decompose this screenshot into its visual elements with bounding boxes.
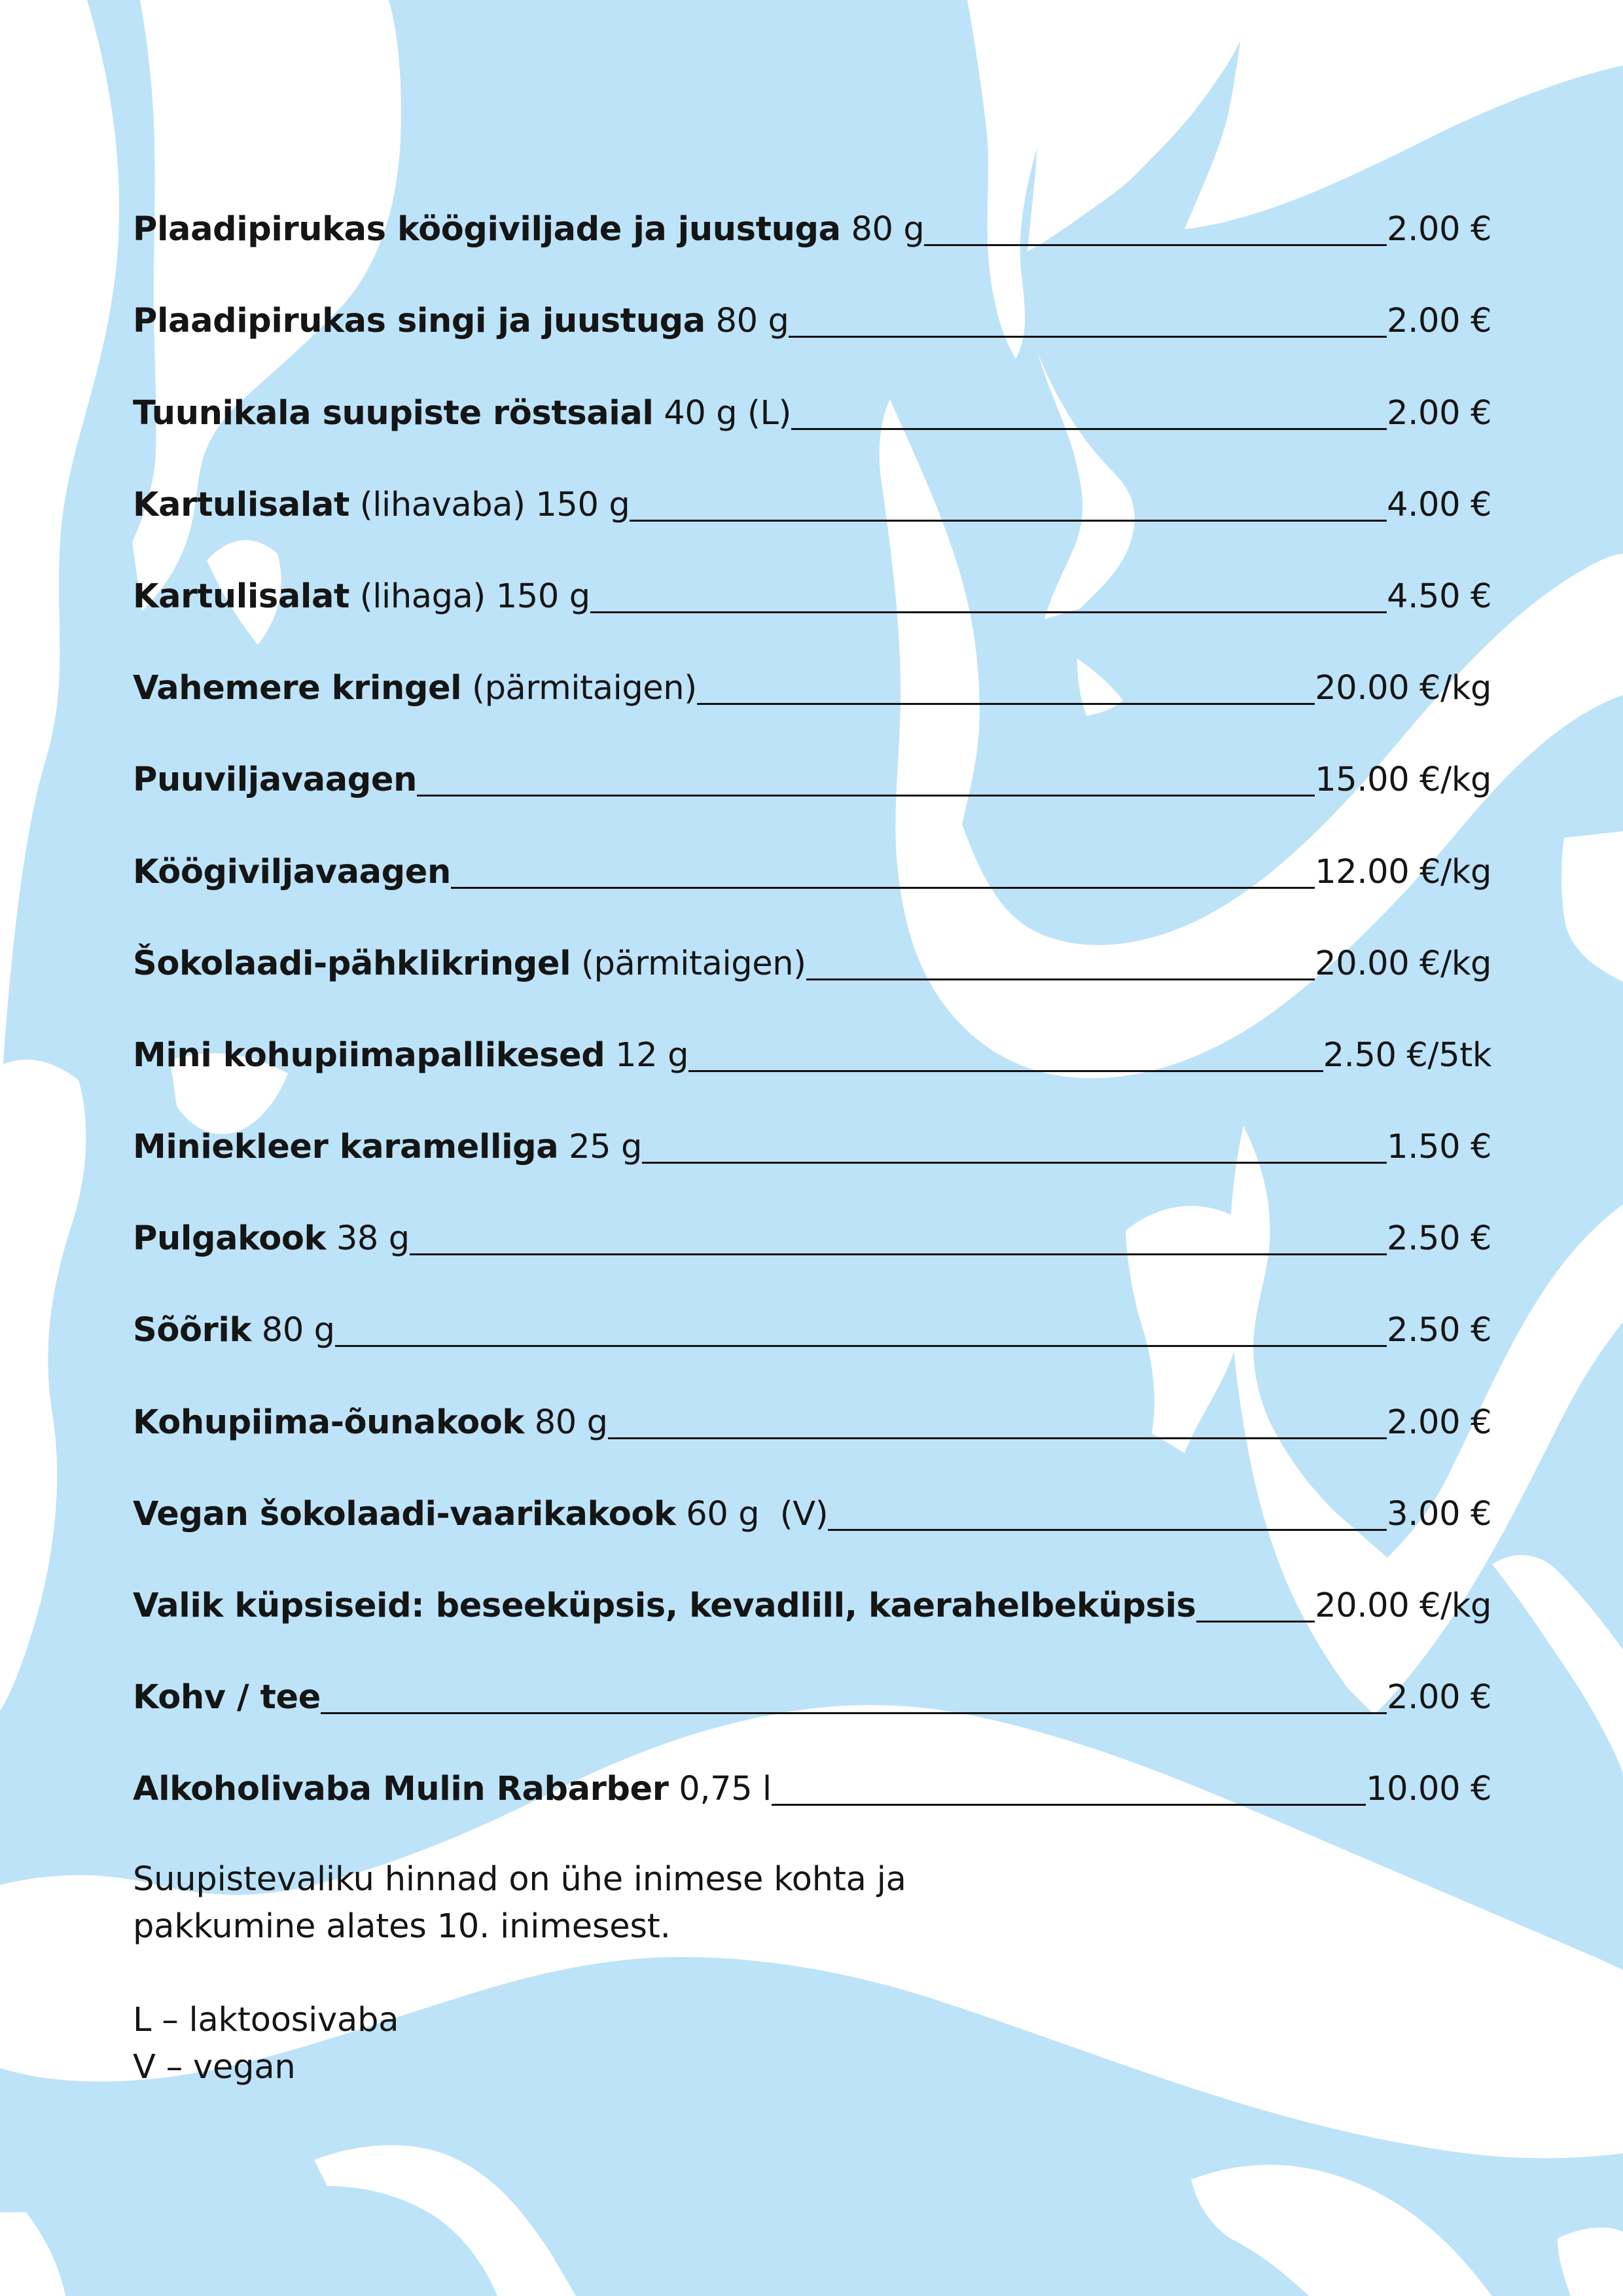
price-leader-line: [806, 978, 1315, 980]
menu-item-text: [133, 296, 789, 347]
menu-item-name: Šokolaadi-pähklikringel: [133, 944, 571, 983]
diet-legend: [133, 1997, 399, 2091]
menu-item-name: Kohupiima-õunakook: [133, 1403, 524, 1442]
price-leader-line: [451, 887, 1315, 889]
menu-item-name: Mini kohupiimapallikesed: [133, 1035, 605, 1075]
menu-item-price: 10.00 €: [1366, 1770, 1491, 1809]
menu-item: [133, 1265, 1491, 1356]
legend-vegan: V – vegan: [133, 2048, 296, 2087]
menu-item-price: 2.00 €: [1387, 393, 1491, 433]
menu-item: [133, 255, 1491, 347]
menu-item-price: 2.50 €/5tk: [1323, 1035, 1491, 1075]
menu-item-name: Kartulisalat: [133, 577, 349, 616]
price-leader-line: [791, 428, 1387, 430]
menu-item-text: [133, 1397, 608, 1448]
menu-item-detail: 80 g: [251, 1311, 335, 1350]
price-leader-line: [789, 336, 1387, 338]
menu-item: [133, 347, 1491, 439]
menu-item-detail: 25 g: [558, 1128, 642, 1167]
price-leader-line: [1196, 1621, 1315, 1623]
price-leader-line: [828, 1529, 1387, 1531]
menu-item-text: [133, 1489, 828, 1540]
menu-item-detail: (lihaga) 150 g: [349, 577, 590, 616]
menu-item-text: [133, 388, 791, 439]
menu-item-detail: 38 g: [326, 1219, 410, 1259]
menu-item-name: Plaadipirukas singi ja juustuga: [133, 302, 705, 341]
menu-item: [133, 990, 1491, 1081]
menu-item-text: [133, 755, 417, 806]
menu-item-price: 3.00 €: [1387, 1494, 1491, 1534]
menu-item-text: [133, 1213, 410, 1265]
pricing-notes: [133, 1856, 906, 1950]
menu-item: [133, 1632, 1491, 1723]
menu-item: [133, 531, 1491, 622]
menu-item-name: Miniekleer karamelliga: [133, 1128, 559, 1167]
menu-item-name: Vahemere kringel: [133, 669, 462, 708]
price-leader-line: [608, 1437, 1387, 1439]
menu-item-price: 2.50 €: [1387, 1311, 1491, 1350]
menu-item-detail: 80 g: [524, 1403, 608, 1442]
pricing-note-line-2: pakkumine alates 10. inimesest.: [133, 1907, 671, 1946]
menu-item-detail: 80 g: [840, 210, 925, 249]
price-leader-line: [410, 1253, 1387, 1255]
menu-item-detail: 40 g (L): [653, 393, 792, 433]
menu-item-text: [133, 1764, 772, 1815]
menu-item: [133, 439, 1491, 531]
menu-item-detail: 80 g: [705, 302, 789, 341]
menu-item: [133, 622, 1491, 714]
menu-item-text: [133, 847, 451, 898]
menu-item-price: 2.00 €: [1387, 1678, 1491, 1717]
menu-item: [133, 1723, 1491, 1815]
menu-item-text: [133, 1581, 1196, 1632]
menu-item-name: Puuviljavaagen: [133, 761, 417, 800]
price-leader-line: [321, 1712, 1387, 1714]
menu-item-price: 20.00 €/kg: [1315, 669, 1491, 708]
menu-item-detail: 60 g (V): [675, 1494, 829, 1534]
price-leader-line: [688, 1070, 1323, 1072]
menu-item-text: [133, 571, 590, 622]
menu-item-price: 2.50 €: [1387, 1219, 1491, 1259]
menu-item-name: Alkoholivaba Mulin Rabarber: [133, 1770, 669, 1809]
menu-item-text: [133, 1672, 321, 1723]
legend-lactose-free: L – laktoosivaba: [133, 2001, 399, 2039]
price-leader-line: [417, 795, 1315, 797]
menu-item-price: 4.00 €: [1387, 485, 1491, 524]
menu-item: [133, 164, 1491, 255]
menu-item-text: [133, 663, 697, 714]
menu-item: [133, 806, 1491, 897]
menu-item: [133, 1356, 1491, 1448]
menu-item-price: 4.50 €: [1387, 577, 1491, 616]
menu-item-price: 12.00 €/kg: [1315, 852, 1491, 891]
price-leader-line: [630, 520, 1387, 522]
menu-item-text: [133, 1122, 642, 1173]
menu-item-name: Vegan šokolaadi-vaarikakook: [133, 1494, 676, 1534]
menu-item-price: 20.00 €/kg: [1315, 1587, 1491, 1625]
pricing-note-line-1: Suupistevaliku hinnad on ühe inimese kohta ja: [133, 1860, 906, 1899]
menu-item-name: Kohv / tee: [133, 1678, 321, 1717]
menu-item: [133, 1081, 1491, 1173]
menu-item-name: Kartulisalat: [133, 485, 349, 524]
price-leader-line: [924, 244, 1387, 246]
menu-item-detail: (pärmitaigen): [461, 669, 697, 708]
menu-item-name: Sõõrik: [133, 1311, 251, 1350]
menu-item-name: Köögiviljavaagen: [133, 852, 451, 891]
price-leader-line: [335, 1345, 1387, 1347]
price-leader-line: [590, 611, 1387, 613]
menu-item-name: Pulgakook: [133, 1219, 327, 1259]
menu-item: [133, 714, 1491, 806]
menu-item-price: 1.50 €: [1387, 1128, 1491, 1167]
menu-item-name: Tuunikala suupiste röstsaial: [133, 393, 654, 433]
menu-item-detail: 0,75 l: [668, 1770, 772, 1809]
menu-item-name: Valik küpsiseid: beseeküpsis, kevadlill, kaerahelbeküpsis: [133, 1587, 1196, 1625]
price-leader-line: [697, 703, 1315, 705]
menu-item: [133, 1173, 1491, 1265]
menu-item-text: [133, 1305, 335, 1356]
menu-item-price: 2.00 €: [1387, 302, 1491, 341]
menu-item-text: [133, 939, 806, 990]
menu-item-text: [133, 480, 630, 531]
menu-item-price: 20.00 €/kg: [1315, 944, 1491, 983]
menu-item-name: Plaadipirukas köögiviljade ja juustuga: [133, 210, 841, 249]
menu-item-text: [133, 204, 924, 255]
price-leader-line: [642, 1162, 1387, 1164]
price-leader-line: [772, 1804, 1366, 1806]
menu-item-price: 2.00 €: [1387, 1403, 1491, 1442]
menu-item-detail: 12 g: [605, 1035, 689, 1075]
menu-item-price: 15.00 €/kg: [1315, 761, 1491, 800]
menu-list: [133, 164, 1491, 1815]
menu-item-price: 2.00 €: [1387, 210, 1491, 249]
menu-item: [133, 1448, 1491, 1540]
menu-item-text: [133, 1030, 688, 1081]
menu-item: [133, 1540, 1491, 1632]
menu-item-detail: (lihavaba) 150 g: [349, 485, 630, 524]
menu-item-detail: (pärmitaigen): [571, 944, 806, 983]
menu-item: [133, 898, 1491, 990]
